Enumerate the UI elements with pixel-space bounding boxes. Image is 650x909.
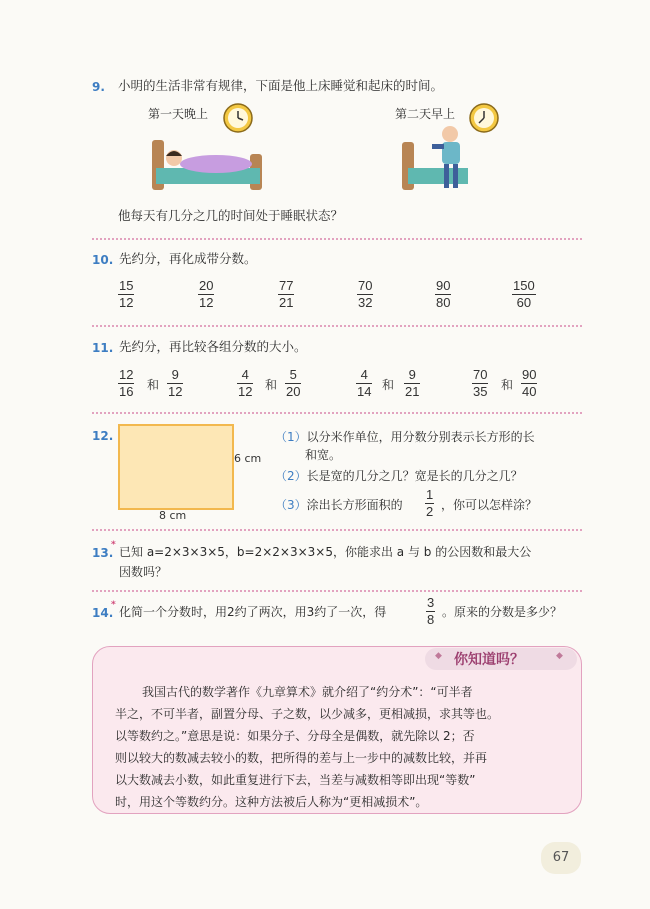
question-number-9: 9.: [92, 80, 105, 94]
label-first-night: 第一天晚上: [148, 107, 209, 121]
subquestion-1: （1）以分米作单位，用分数分别表示长方形的长: [275, 430, 535, 444]
page-number: 67: [541, 842, 581, 874]
divider: [92, 325, 582, 327]
question-number-12: 12.: [92, 429, 114, 443]
know-line: 则以较大的数减去较小的数，把所得的差与上一步中的减数比较，并再: [115, 751, 488, 765]
divider: [92, 412, 582, 414]
fraction: 1 2: [426, 487, 434, 519]
divider: [92, 590, 582, 592]
fraction: 12 16: [119, 367, 134, 399]
fraction: 9 12: [168, 367, 183, 399]
question-13-line1: 已知 a=2×3×3×5，b=2×2×3×3×5，你能求出 a 与 b 的公因数和最大公: [119, 545, 532, 559]
and-word: 和: [265, 378, 278, 392]
star-mark: *: [111, 540, 116, 550]
rectangle-figure: [118, 424, 234, 510]
waking-boy-illustration: [398, 98, 528, 198]
did-you-know-title: 你知道吗？: [454, 652, 524, 668]
width-label: 8 cm: [159, 509, 187, 522]
height-label: 6 cm: [234, 452, 262, 465]
fraction: 90 40: [522, 367, 537, 399]
fraction: 90 80: [436, 278, 451, 310]
fraction: 3 8: [427, 595, 435, 627]
fraction: 70 35: [473, 367, 488, 399]
know-line: 半之，不可半者，副置分母、子之数，以少减多，更相减损，求其等也。: [115, 707, 500, 721]
question-number-13: 13.: [92, 546, 114, 560]
fraction: 5 20: [286, 367, 301, 399]
question-11-text: 先约分，再比较各组分数的大小。: [119, 339, 307, 354]
star-mark: *: [111, 600, 116, 610]
know-line: 时，用这个等数约分。这种方法被后人称为“更相减损术”。: [115, 795, 428, 809]
fraction: 15 12: [119, 278, 134, 310]
question-number-14: 14.: [92, 606, 114, 620]
and-word: 和: [382, 378, 395, 392]
fraction: 4 14: [357, 367, 372, 399]
fraction: 20 12: [199, 278, 214, 310]
subquestion-3-b: ，你可以怎样涂？: [441, 498, 538, 512]
know-line: 我国古代的数学著作《九章算术》就介绍了“约分术”：“可半者: [142, 685, 473, 699]
fraction: 9 21: [405, 367, 420, 399]
diamond-icon: ◆: [556, 651, 563, 661]
fraction: 77 21: [279, 278, 294, 310]
question-13-line2: 因数吗？: [119, 565, 168, 579]
label-second-morning: 第二天早上: [395, 107, 456, 121]
question-number-10: 10.: [92, 253, 114, 267]
know-line: 以大数减去小数，如此重复进行下去，当差与减数相等即出现“等数”: [115, 773, 476, 787]
question-9-ask: 他每天有几分之几的时间处于睡眠状态？: [118, 208, 344, 223]
question-number-11: 11.: [92, 341, 114, 355]
know-line: 以等数约之。”意思是说：如果分子、分母全是偶数，就先除以 2；否: [115, 729, 475, 743]
sleeping-boy-illustration: [146, 98, 276, 198]
and-word: 和: [147, 378, 160, 392]
subquestion-3-a: （3）涂出长方形面积的: [275, 498, 403, 512]
divider: [92, 529, 582, 531]
question-9-text: 小明的生活非常有规律，下面是他上床睡觉和起床的时间。: [118, 78, 444, 93]
subquestion-1-cont: 和宽。: [305, 448, 342, 462]
question-14-text-a: 化简一个分数时，用2约了两次，用3约了一次，得: [119, 605, 387, 619]
question-10-text: 先约分，再化成带分数。: [119, 251, 257, 266]
question-14-text-b: 。原来的分数是多少？: [442, 605, 563, 619]
and-word: 和: [501, 378, 514, 392]
fraction: 70 32: [358, 278, 373, 310]
subquestion-2: （2）长是宽的几分之几？宽是长的几分之几？: [275, 469, 523, 483]
fraction: 4 12: [238, 367, 253, 399]
divider: [92, 238, 582, 240]
fraction: 150 60: [513, 278, 535, 310]
diamond-icon: ◆: [435, 651, 442, 661]
